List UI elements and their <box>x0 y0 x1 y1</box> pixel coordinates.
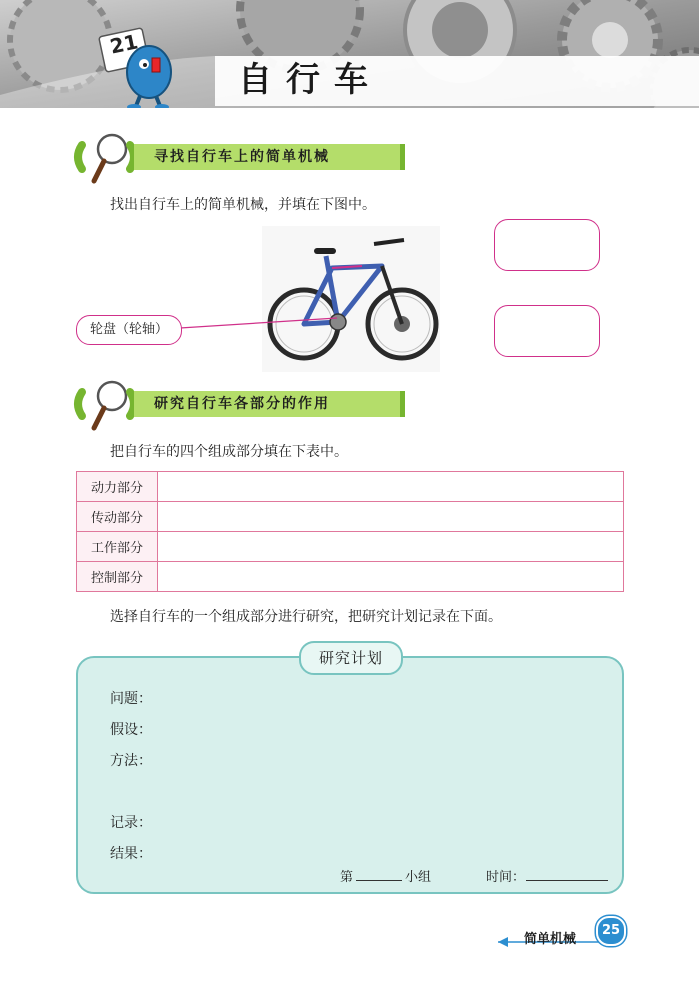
table-row <box>77 502 624 532</box>
section-heading-bar: 寻找自行车上的简单机械 <box>134 144 405 170</box>
page-title: 自行车 <box>238 60 382 100</box>
answer-box-2[interactable] <box>494 305 600 357</box>
page-number: 25 <box>596 916 626 946</box>
answer-box-1[interactable] <box>494 219 600 271</box>
table-row <box>77 562 624 592</box>
section-heading-bar: 研究自行车各部分的作用 <box>134 391 405 417</box>
table-row <box>77 532 624 562</box>
field-record: 记录： <box>110 815 152 831</box>
row-label-power: 动力部分 <box>77 472 158 502</box>
unit-name: 简单机械 <box>524 932 577 947</box>
find-instruction: 找出自行车上的简单机械，并填在下图中。 <box>110 197 376 213</box>
group-prefix: 第 <box>340 870 354 885</box>
lesson-number: 21 <box>107 29 141 59</box>
answer-cell-power[interactable] <box>158 472 624 502</box>
time-blank[interactable] <box>526 880 608 881</box>
section-heading-study-parts <box>74 388 404 422</box>
field-hypothesis: 假设： <box>110 722 152 738</box>
research-instruction: 选择自行车的一个组成部分进行研究，把研究计划记录在下面。 <box>110 609 502 625</box>
answer-cell-control[interactable] <box>158 562 624 592</box>
row-label-control: 控制部分 <box>77 562 158 592</box>
table-row <box>77 472 624 502</box>
row-label-transmission: 传动部分 <box>77 502 158 532</box>
answer-cell-working[interactable] <box>158 532 624 562</box>
field-question: 问题： <box>110 691 152 707</box>
table-instruction: 把自行车的四个组成部分填在下表中。 <box>110 444 348 460</box>
row-label-working: 工作部分 <box>77 532 158 562</box>
time-label: 时间： <box>486 870 526 885</box>
answer-cell-transmission[interactable] <box>158 502 624 532</box>
field-method: 方法： <box>110 753 152 769</box>
group-suffix: 小组 <box>405 870 432 885</box>
bicycle-parts-table <box>76 471 624 592</box>
research-plan-tag: 研究计划 <box>299 641 403 675</box>
research-plan-box <box>76 656 624 894</box>
field-result: 结果： <box>110 846 152 862</box>
group-number-blank[interactable] <box>356 880 402 881</box>
chainring-label: 轮盘（轮轴） <box>76 315 182 345</box>
